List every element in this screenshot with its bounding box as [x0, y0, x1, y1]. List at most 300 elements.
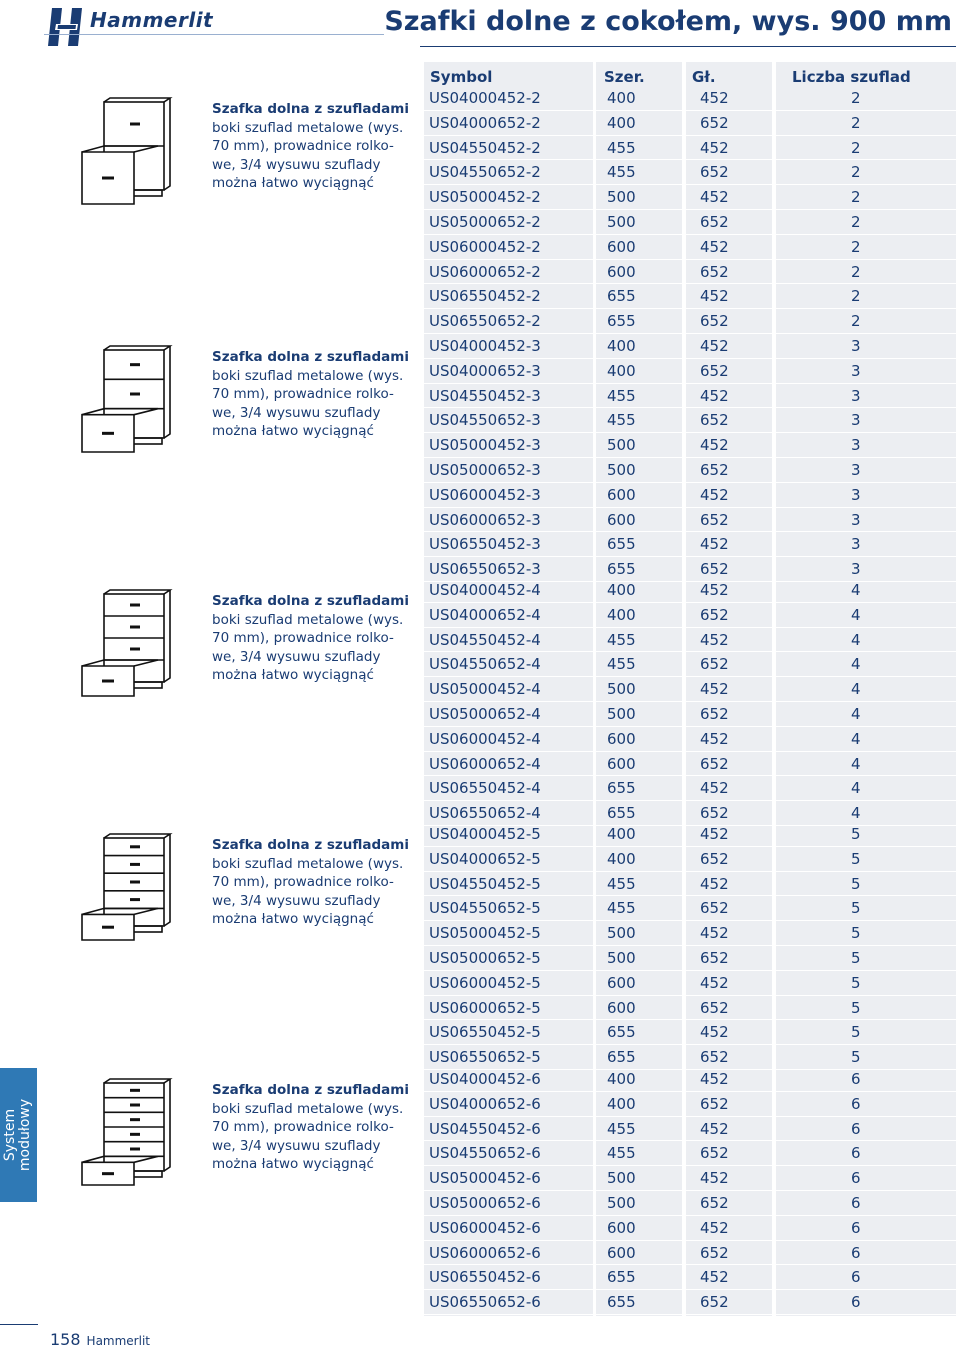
product-group	[424, 86, 956, 334]
page-title: Szafki dolne z cokołem, wys. 900 mm	[384, 6, 952, 37]
cell-depth: 652	[700, 849, 729, 868]
cell-depth: 652	[700, 655, 729, 674]
cell-drawer-count: 4	[851, 680, 861, 699]
cell-drawer-count: 3	[851, 411, 861, 430]
table-row	[424, 677, 956, 702]
cell-symbol: US06000652-5	[429, 998, 541, 1017]
table-row	[424, 185, 956, 210]
cell-symbol: US06000452-3	[429, 485, 541, 504]
description-title: Szafka dolna z szufladami	[212, 349, 409, 365]
cell-symbol: US04000452-4	[429, 581, 541, 599]
cell-depth: 652	[700, 560, 729, 579]
cell-width: 500	[607, 924, 636, 943]
product-description	[212, 836, 412, 929]
table-row	[424, 284, 956, 309]
cell-drawer-count: 3	[851, 510, 861, 529]
cell-width: 600	[607, 237, 636, 256]
cell-depth: 652	[700, 1293, 729, 1312]
cell-drawer-count: 2	[851, 163, 861, 182]
cell-drawer-count: 6	[851, 1218, 861, 1237]
footer-rule	[0, 1324, 38, 1325]
product-group	[424, 578, 956, 826]
table-row	[424, 603, 956, 628]
table-row	[424, 971, 956, 996]
page-header	[0, 0, 960, 60]
cell-drawer-count: 4	[851, 779, 861, 798]
cell-drawer-count: 3	[851, 436, 861, 455]
section-tab-line2: modułowy	[17, 1098, 33, 1172]
cell-symbol: US06000452-2	[429, 237, 541, 256]
cell-drawer-count: 5	[851, 948, 861, 967]
cell-width: 400	[607, 581, 636, 599]
cell-symbol: US06550652-6	[429, 1293, 541, 1312]
description-title: Szafka dolna z szufladami	[212, 837, 409, 853]
cell-symbol: US06000452-4	[429, 729, 541, 748]
cell-symbol: US06550452-6	[429, 1268, 541, 1287]
cell-depth: 652	[700, 804, 729, 823]
cell-depth: 452	[700, 1218, 729, 1237]
cell-symbol: US04000652-3	[429, 361, 541, 380]
cell-symbol: US05000452-6	[429, 1169, 541, 1188]
page-number: 158	[50, 1330, 81, 1349]
cell-depth: 652	[700, 212, 729, 231]
table-row	[424, 776, 956, 801]
cell-symbol: US05000452-3	[429, 436, 541, 455]
product-group	[424, 1067, 956, 1315]
cell-depth: 452	[700, 1169, 729, 1188]
cell-width: 455	[607, 655, 636, 674]
header-rule	[44, 34, 384, 35]
table-row	[424, 628, 956, 653]
cell-symbol: US06000652-4	[429, 754, 541, 773]
cell-symbol: US04000652-4	[429, 605, 541, 624]
cell-depth: 452	[700, 89, 729, 107]
cell-drawer-count: 4	[851, 754, 861, 773]
cell-symbol: US06550452-2	[429, 287, 541, 306]
cell-drawer-count: 2	[851, 138, 861, 157]
cell-drawer-count: 6	[851, 1119, 861, 1138]
table-row	[424, 160, 956, 185]
cell-depth: 652	[700, 1193, 729, 1212]
cell-symbol: US04550652-2	[429, 163, 541, 182]
description-line: boki szuflad metalowe (wys.	[212, 855, 404, 872]
cell-depth: 452	[700, 138, 729, 157]
section-tab-label	[3, 1099, 33, 1171]
cabinet-drawing-icon	[74, 96, 186, 206]
cell-drawer-count: 2	[851, 237, 861, 256]
description-line: 70 mm), prowadnice rolko-	[212, 138, 394, 154]
table-row	[424, 210, 956, 235]
cell-drawer-count: 5	[851, 899, 861, 918]
table-row	[424, 822, 956, 847]
table-row	[424, 136, 956, 161]
description-line: można łatwo wyciągnąć	[212, 911, 374, 927]
cell-depth: 452	[700, 779, 729, 798]
cell-depth: 652	[700, 1094, 729, 1113]
cell-drawer-count: 2	[851, 89, 861, 107]
cell-symbol: US04550452-4	[429, 630, 541, 649]
table-row	[424, 847, 956, 872]
table-row	[424, 921, 956, 946]
cell-width: 455	[607, 874, 636, 893]
cell-drawer-count: 6	[851, 1293, 861, 1312]
table-row	[424, 1117, 956, 1142]
cell-depth: 652	[700, 510, 729, 529]
cell-drawer-count: 2	[851, 262, 861, 281]
header-depth: Gł.	[692, 68, 716, 86]
cell-symbol: US04000452-2	[429, 89, 541, 107]
cell-symbol: US05000652-6	[429, 1193, 541, 1212]
cell-depth: 652	[700, 948, 729, 967]
cell-width: 455	[607, 163, 636, 182]
table-row	[424, 384, 956, 409]
cell-depth: 652	[700, 998, 729, 1017]
cell-depth: 652	[700, 262, 729, 281]
cell-symbol: US06000652-2	[429, 262, 541, 281]
cell-depth: 652	[700, 163, 729, 182]
cell-depth: 452	[700, 1070, 729, 1088]
description-title: Szafka dolna z szufladami	[212, 593, 409, 609]
cell-symbol: US05000652-5	[429, 948, 541, 967]
description-line: we, 3/4 wysuwu szuflady	[212, 156, 381, 173]
cell-width: 600	[607, 262, 636, 281]
cell-width: 455	[607, 1144, 636, 1163]
cell-depth: 452	[700, 1268, 729, 1287]
cell-width: 655	[607, 535, 636, 554]
cell-symbol: US04550452-2	[429, 138, 541, 157]
header-width: Szer.	[604, 68, 645, 86]
cell-drawer-count: 4	[851, 804, 861, 823]
table-row	[424, 532, 956, 557]
cell-symbol: US04000452-6	[429, 1070, 541, 1088]
description-line: można łatwo wyciągnąć	[212, 175, 374, 191]
cell-width: 400	[607, 825, 636, 843]
table-row	[424, 1216, 956, 1241]
cell-symbol: US06550452-3	[429, 535, 541, 554]
cell-symbol: US06000652-6	[429, 1243, 541, 1262]
table-row	[424, 334, 956, 359]
cell-depth: 452	[700, 188, 729, 207]
cell-drawer-count: 6	[851, 1193, 861, 1212]
cabinet-drawing-icon	[74, 344, 186, 454]
cell-depth: 652	[700, 361, 729, 380]
cell-symbol: US05000652-3	[429, 460, 541, 479]
cell-symbol: US04550452-5	[429, 874, 541, 893]
cell-width: 655	[607, 560, 636, 579]
table-row	[424, 458, 956, 483]
product-table	[424, 62, 956, 1312]
cell-depth: 652	[700, 605, 729, 624]
cell-width: 455	[607, 411, 636, 430]
table-row	[424, 309, 956, 334]
cell-symbol: US06550652-4	[429, 804, 541, 823]
cell-drawer-count: 2	[851, 312, 861, 331]
cell-width: 655	[607, 1023, 636, 1042]
cell-drawer-count: 6	[851, 1243, 861, 1262]
cell-depth: 652	[700, 704, 729, 723]
cell-width: 500	[607, 1169, 636, 1188]
product-description	[212, 348, 412, 441]
table-row	[424, 727, 956, 752]
cell-symbol: US04550652-4	[429, 655, 541, 674]
cell-depth: 652	[700, 899, 729, 918]
cell-drawer-count: 3	[851, 560, 861, 579]
cell-symbol: US04550652-3	[429, 411, 541, 430]
cell-symbol: US05000452-4	[429, 680, 541, 699]
cell-width: 655	[607, 1293, 636, 1312]
cell-symbol: US04000652-2	[429, 113, 541, 132]
cell-drawer-count: 5	[851, 1023, 861, 1042]
cell-width: 400	[607, 337, 636, 355]
product-description	[212, 1081, 412, 1174]
cell-symbol: US06550452-4	[429, 779, 541, 798]
cell-drawer-count: 2	[851, 212, 861, 231]
cell-drawer-count: 4	[851, 655, 861, 674]
cell-width: 400	[607, 1070, 636, 1088]
cell-drawer-count: 4	[851, 729, 861, 748]
cell-drawer-count: 5	[851, 825, 861, 843]
cell-width: 600	[607, 754, 636, 773]
cabinet-drawing-icon	[74, 832, 186, 942]
cell-width: 655	[607, 1268, 636, 1287]
cell-width: 500	[607, 948, 636, 967]
cell-symbol: US06550452-5	[429, 1023, 541, 1042]
footer-brand: Hammerlit	[86, 1334, 150, 1348]
description-line: boki szuflad metalowe (wys.	[212, 367, 404, 384]
cell-width: 500	[607, 1193, 636, 1212]
description-line: 70 mm), prowadnice rolko-	[212, 1119, 394, 1135]
cell-drawer-count: 5	[851, 998, 861, 1017]
cell-drawer-count: 6	[851, 1268, 861, 1287]
cabinet-drawing-icon	[74, 1077, 186, 1187]
table-row	[424, 1166, 956, 1191]
cell-symbol: US05000652-4	[429, 704, 541, 723]
cell-depth: 452	[700, 337, 729, 355]
cell-width: 600	[607, 485, 636, 504]
cell-symbol: US04000452-3	[429, 337, 541, 355]
cell-depth: 452	[700, 287, 729, 306]
cell-drawer-count: 6	[851, 1144, 861, 1163]
table-row	[424, 1092, 956, 1117]
cell-symbol: US04550452-6	[429, 1119, 541, 1138]
brand-logo	[46, 6, 214, 48]
cell-drawer-count: 2	[851, 287, 861, 306]
cell-symbol: US05000452-2	[429, 188, 541, 207]
cell-drawer-count: 4	[851, 630, 861, 649]
title-rule	[420, 46, 956, 47]
cell-drawer-count: 2	[851, 188, 861, 207]
cell-symbol: US05000652-2	[429, 212, 541, 231]
cell-depth: 652	[700, 113, 729, 132]
table-row	[424, 896, 956, 921]
cell-width: 500	[607, 436, 636, 455]
cell-depth: 452	[700, 680, 729, 699]
cell-width: 600	[607, 1243, 636, 1262]
cell-symbol: US04000452-5	[429, 825, 541, 843]
cell-drawer-count: 4	[851, 581, 861, 599]
section-tab-line1: System	[2, 1108, 18, 1162]
cell-drawer-count: 3	[851, 535, 861, 554]
cell-width: 600	[607, 510, 636, 529]
cell-width: 455	[607, 138, 636, 157]
cell-drawer-count: 2	[851, 113, 861, 132]
table-row	[424, 86, 956, 111]
cell-drawer-count: 5	[851, 973, 861, 992]
description-line: można łatwo wyciągnąć	[212, 1156, 374, 1172]
cell-width: 455	[607, 1119, 636, 1138]
cell-width: 455	[607, 899, 636, 918]
table-row	[424, 359, 956, 384]
cell-depth: 452	[700, 729, 729, 748]
cell-width: 655	[607, 779, 636, 798]
cell-depth: 452	[700, 485, 729, 504]
cell-drawer-count: 6	[851, 1094, 861, 1113]
cell-depth: 452	[700, 973, 729, 992]
table-row	[424, 260, 956, 285]
cell-depth: 652	[700, 460, 729, 479]
cell-width: 500	[607, 460, 636, 479]
cell-width: 600	[607, 1218, 636, 1237]
cell-drawer-count: 3	[851, 460, 861, 479]
cell-depth: 452	[700, 874, 729, 893]
cell-symbol: US06550652-3	[429, 560, 541, 579]
cell-depth: 452	[700, 581, 729, 599]
table-row	[424, 578, 956, 603]
table-row	[424, 1141, 956, 1166]
product-group	[424, 822, 956, 1070]
cell-symbol: US04550652-5	[429, 899, 541, 918]
header-symbol: Symbol	[430, 68, 493, 86]
cell-depth: 652	[700, 754, 729, 773]
table-row	[424, 111, 956, 136]
description-line: we, 3/4 wysuwu szuflady	[212, 1137, 381, 1154]
cell-width: 500	[607, 704, 636, 723]
cell-symbol: US05000452-5	[429, 924, 541, 943]
cell-width: 455	[607, 386, 636, 405]
cell-symbol: US04550652-6	[429, 1144, 541, 1163]
product-description	[212, 100, 412, 193]
description-title: Szafka dolna z szufladami	[212, 101, 409, 117]
cell-depth: 652	[700, 411, 729, 430]
table-row	[424, 1191, 956, 1216]
cell-symbol: US06550652-2	[429, 312, 541, 331]
table-row	[424, 702, 956, 727]
table-row	[424, 1020, 956, 1045]
cell-width: 400	[607, 113, 636, 132]
cabinet-drawing-icon	[74, 588, 186, 698]
cell-drawer-count: 5	[851, 924, 861, 943]
table-row	[424, 872, 956, 897]
table-row	[424, 508, 956, 533]
table-row	[424, 1067, 956, 1092]
description-line: 70 mm), prowadnice rolko-	[212, 630, 394, 646]
description-line: można łatwo wyciągnąć	[212, 423, 374, 439]
cell-width: 455	[607, 630, 636, 649]
cell-depth: 452	[700, 535, 729, 554]
table-row	[424, 946, 956, 971]
description-line: boki szuflad metalowe (wys.	[212, 611, 404, 628]
table-row	[424, 408, 956, 433]
header-drawer-count: Liczba szuflad	[792, 68, 911, 86]
cell-drawer-count: 6	[851, 1070, 861, 1088]
cell-depth: 452	[700, 436, 729, 455]
cell-width: 600	[607, 973, 636, 992]
description-title: Szafka dolna z szufladami	[212, 1082, 409, 1098]
cell-drawer-count: 4	[851, 704, 861, 723]
product-group	[424, 334, 956, 582]
table-row	[424, 1241, 956, 1266]
cell-drawer-count: 3	[851, 485, 861, 504]
cell-width: 500	[607, 212, 636, 231]
cell-depth: 652	[700, 312, 729, 331]
cell-drawer-count: 3	[851, 386, 861, 405]
cell-depth: 452	[700, 1023, 729, 1042]
description-line: we, 3/4 wysuwu szuflady	[212, 892, 381, 909]
cell-width: 655	[607, 804, 636, 823]
table-row	[424, 1290, 956, 1315]
cell-symbol: US04000652-5	[429, 849, 541, 868]
cell-symbol: US06000452-5	[429, 973, 541, 992]
cell-depth: 452	[700, 386, 729, 405]
table-row	[424, 483, 956, 508]
cell-width: 400	[607, 89, 636, 107]
cell-symbol: US06000652-3	[429, 510, 541, 529]
table-row	[424, 433, 956, 458]
table-row	[424, 1265, 956, 1290]
description-line: 70 mm), prowadnice rolko-	[212, 386, 394, 402]
cell-drawer-count: 3	[851, 361, 861, 380]
cell-width: 655	[607, 287, 636, 306]
description-line: 70 mm), prowadnice rolko-	[212, 874, 394, 890]
table-row	[424, 996, 956, 1021]
table-row	[424, 235, 956, 260]
cell-drawer-count: 4	[851, 605, 861, 624]
product-description	[212, 592, 412, 685]
cell-depth: 652	[700, 1144, 729, 1163]
description-line: we, 3/4 wysuwu szuflady	[212, 648, 381, 665]
cell-drawer-count: 6	[851, 1169, 861, 1188]
cell-width: 400	[607, 1094, 636, 1113]
cell-drawer-count: 5	[851, 849, 861, 868]
cell-drawer-count: 3	[851, 337, 861, 355]
description-line: można łatwo wyciągnąć	[212, 667, 374, 683]
cell-symbol: US06550652-5	[429, 1048, 541, 1067]
cell-width: 500	[607, 188, 636, 207]
cell-drawer-count: 5	[851, 874, 861, 893]
cell-symbol: US06000452-6	[429, 1218, 541, 1237]
cell-width: 655	[607, 312, 636, 331]
cell-width: 500	[607, 680, 636, 699]
cell-depth: 652	[700, 1243, 729, 1262]
description-line: boki szuflad metalowe (wys.	[212, 119, 404, 136]
cell-depth: 452	[700, 237, 729, 256]
cell-width: 400	[607, 849, 636, 868]
cell-drawer-count: 5	[851, 1048, 861, 1067]
description-line: boki szuflad metalowe (wys.	[212, 1100, 404, 1117]
table-row	[424, 652, 956, 677]
cell-symbol: US04000652-6	[429, 1094, 541, 1113]
page-footer	[50, 1330, 150, 1349]
description-line: we, 3/4 wysuwu szuflady	[212, 404, 381, 421]
cell-width: 600	[607, 998, 636, 1017]
cell-depth: 452	[700, 924, 729, 943]
hammerlit-logo-icon	[46, 6, 86, 48]
section-tab	[0, 1068, 37, 1202]
cell-depth: 652	[700, 1048, 729, 1067]
table-row	[424, 752, 956, 777]
brand-name: Hammerlit	[90, 8, 214, 32]
cell-symbol: US04550452-3	[429, 386, 541, 405]
